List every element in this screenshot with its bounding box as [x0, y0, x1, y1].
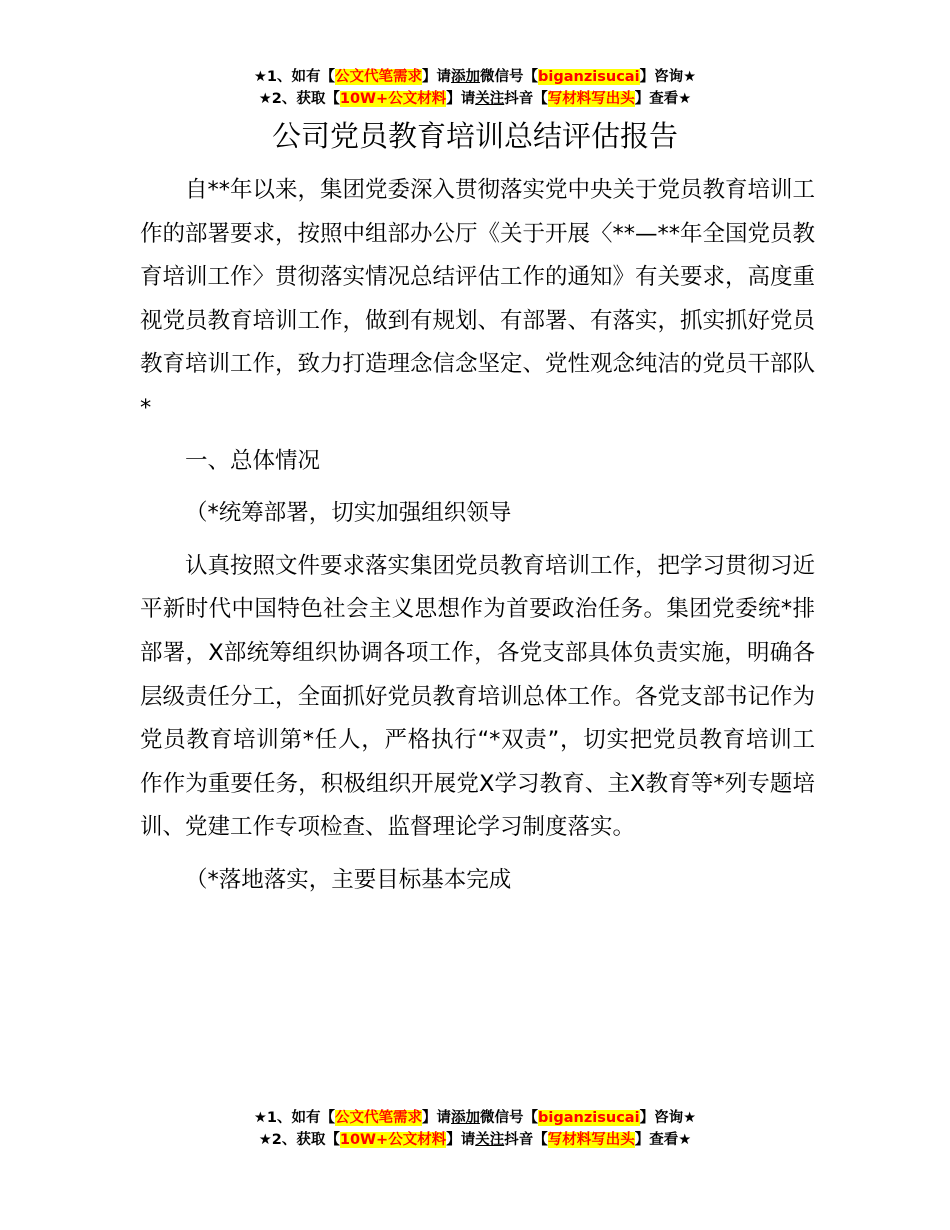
header-promo-banner	[0, 66, 950, 110]
section-heading-overview: 一、总体情况	[185, 447, 321, 474]
promo-line-2	[0, 88, 950, 110]
promo-emphasis: 添加	[451, 69, 481, 85]
promo-text: 】查看★	[634, 91, 692, 107]
promo-text: 】请	[422, 69, 452, 85]
promo-highlight: 10W+公文材料	[339, 1132, 447, 1148]
promo-text: 】咨询★	[639, 1110, 697, 1126]
document-title: 公司党员教育培训总结评估报告	[271, 119, 678, 153]
promo-line-1	[0, 1107, 950, 1129]
promo-text: 】请	[446, 1132, 476, 1148]
promo-text: 抖音【	[504, 91, 548, 107]
promo-highlight: biganzisucai	[538, 69, 640, 85]
subsection-body-1: 认真按照文件要求落实集团党员教育培训工作，把学习贯彻习近平新时代中国特色社会主义思想作为首要政治任务。集团党委统*排部署，X部统筹组织协调各项工作，各党支部具体负责实施，明确各层级责任分工，全面抓好党员教育培训总体工作。各党支部书记作为党员教育培训第*任人，严格执行“*双责”，切实把党员教育培训工作作为重要任务，积极组织开展党X学习教育、主X教育等*列专题培训、党建工作专项检查、监督理论学习制度落实。	[140, 552, 816, 841]
promo-highlight: 公文代笔需求	[335, 1110, 423, 1126]
promo-highlight: 写材料写出头	[547, 1132, 635, 1148]
promo-emphasis: 关注	[475, 1132, 505, 1148]
promo-highlight: 公文代笔需求	[335, 69, 423, 85]
promo-text: 】请	[422, 1110, 452, 1126]
subsection-heading-1: （*统筹部署，切实加强组织领导	[185, 500, 512, 527]
promo-highlight: biganzisucai	[538, 1110, 640, 1126]
promo-text: ★2、获取【	[258, 1132, 340, 1148]
promo-line-1	[0, 66, 950, 88]
promo-text: ★1、如有【	[253, 1110, 336, 1126]
footer-promo-banner	[0, 1107, 950, 1151]
subsection-heading-2: （*落地落实，主要目标基本完成	[185, 866, 512, 893]
promo-text: 】咨询★	[639, 69, 697, 85]
promo-emphasis: 添加	[451, 1110, 481, 1126]
promo-text: 】查看★	[634, 1132, 692, 1148]
promo-text: ★2、获取【	[258, 91, 340, 107]
promo-text: ★1、如有【	[253, 69, 336, 85]
promo-highlight: 10W+公文材料	[339, 91, 447, 107]
promo-emphasis: 关注	[475, 91, 505, 107]
document-body	[140, 169, 815, 912]
intro-paragraph: 自**年以来，集团党委深入贯彻落实党中央关于党员教育培训工作的部署要求，按照中组部办公厅《关于开展〈**—**年全国党员教育培训工作〉贯彻落实情况总结评估工作的通知》有关要求，高度重视党员教育培训工作，做到有规划、有部署、有落实，抓实抓好党员教育培训工作，致力打造理念信念坚定、党性观念纯洁的党员干部队*	[140, 177, 816, 421]
promo-text: 微信号【	[480, 69, 539, 85]
promo-text: 】请	[446, 91, 476, 107]
promo-text: 抖音【	[504, 1132, 548, 1148]
promo-line-2	[0, 1129, 950, 1151]
promo-text: 微信号【	[480, 1110, 539, 1126]
promo-highlight: 写材料写出头	[547, 91, 635, 107]
